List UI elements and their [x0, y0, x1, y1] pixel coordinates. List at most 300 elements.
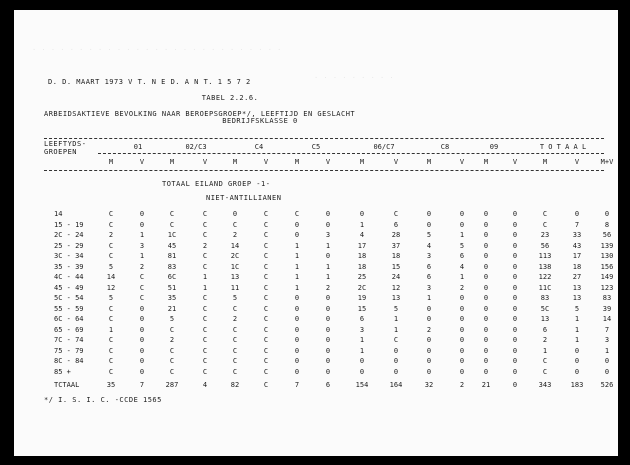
table-cell: 81: [167, 252, 177, 260]
table-cell: C: [232, 304, 238, 313]
bleed-through: . . . . . . . . . . . . . . . . . . . . . . . . . . .: [32, 44, 282, 52]
row-label: 14: [54, 210, 63, 218]
table-cell: 12: [106, 283, 116, 292]
table-cell: 0: [393, 346, 399, 355]
table-cell: 0: [512, 283, 518, 292]
table-cell: 1C: [167, 231, 177, 239]
table-cell: C: [108, 315, 114, 323]
table-cell: 18: [357, 262, 367, 271]
table-cell: 0: [604, 357, 610, 365]
table-cell: 17: [357, 241, 367, 250]
table-cell: 15: [357, 304, 367, 313]
table-cell: 14: [602, 315, 612, 323]
sex-header-cell: V: [393, 158, 399, 166]
table-cell: 51: [167, 283, 177, 292]
table-cell: 2: [202, 241, 208, 250]
table-cell: 0: [359, 367, 365, 376]
table-cell: 1: [294, 262, 300, 271]
table-cell: C: [232, 336, 238, 344]
table-cell: C: [169, 346, 175, 355]
table-cell: C: [232, 367, 238, 376]
table-cell: 1: [574, 315, 580, 323]
table-cell: 0: [459, 315, 465, 323]
table-cell: 13: [572, 283, 582, 292]
table-cell: 6C: [167, 273, 177, 281]
table-cell: 0: [426, 304, 432, 313]
table-cell: 1: [459, 231, 465, 239]
table-cell: 0: [512, 252, 518, 260]
table-cell: C: [202, 336, 208, 344]
table-row: [14, 357, 618, 366]
table-cell: 35: [106, 381, 116, 389]
age-column-header-2: GROEPEN: [44, 148, 78, 156]
table-cell: 1: [294, 273, 300, 281]
table-cell: 0: [512, 231, 518, 239]
row-label: 2C - 24: [54, 231, 84, 239]
table-cell: 1: [426, 294, 432, 302]
table-cell: C: [263, 262, 269, 271]
table-cell: 0: [139, 325, 145, 334]
table-cell: C: [232, 220, 238, 229]
table-cell: 7: [604, 325, 610, 334]
table-cell: 0: [483, 252, 489, 260]
table-cell: 4: [459, 262, 465, 271]
table-cell: 0: [393, 357, 399, 365]
row-label: 8C - 84: [54, 357, 84, 365]
table-cell: 5: [393, 304, 399, 313]
table-cell: 1: [359, 336, 365, 344]
table-cell: 0: [512, 220, 518, 229]
sex-header-cell: M: [232, 158, 238, 166]
table-cell: 56: [540, 241, 550, 250]
table-cell: C: [202, 231, 208, 239]
table-cell: 0: [294, 346, 300, 355]
document-ref-line: D. D. MAART 1973 V T. N E D. A N T. 1 5 7 2: [48, 78, 251, 86]
table-cell: C: [108, 304, 114, 313]
table-cell: 0: [325, 294, 331, 302]
table-cell: 0: [604, 367, 610, 376]
table-cell: 6: [359, 315, 365, 323]
group-header-cell: 09: [489, 143, 499, 151]
table-cell: 0: [325, 315, 331, 323]
table-cell: 0: [232, 210, 238, 218]
table-cell: 5: [459, 241, 465, 250]
table-cell: C: [202, 357, 208, 365]
table-cell: 1: [294, 252, 300, 260]
table-cell: C: [108, 357, 114, 365]
table-cell: 0: [294, 231, 300, 239]
table-row: [14, 221, 618, 230]
table-cell: C: [263, 336, 269, 344]
sex-header-cell: V: [574, 158, 580, 166]
table-row: [14, 231, 618, 240]
table-cell: 11C: [538, 283, 552, 292]
table-cell: C: [263, 367, 269, 376]
table-cell: 154: [355, 381, 369, 389]
section-total-label: TOTAAL EILAND GROEP -1-: [162, 180, 271, 188]
table-cell: 1: [325, 262, 331, 271]
table-cell: 39: [602, 304, 612, 313]
table-cell: 0: [512, 210, 518, 218]
sex-header-cell: V: [139, 158, 145, 166]
table-cell: 0: [512, 367, 518, 376]
table-cell: 14: [106, 273, 116, 281]
table-row: [14, 336, 618, 345]
table-cell: 6: [459, 252, 465, 260]
sex-header-cell: V: [263, 158, 269, 166]
table-cell: C: [263, 346, 269, 355]
table-cell: 21: [167, 304, 177, 313]
table-cell: 0: [139, 336, 145, 344]
row-label: 7C - 74: [54, 336, 84, 344]
row-label: 35 - 39: [54, 262, 84, 271]
table-cell: 0: [483, 241, 489, 250]
table-cell: 56: [602, 231, 612, 239]
table-cell: 1: [604, 346, 610, 355]
table-cell: 0: [294, 336, 300, 344]
row-label: 15 - 19: [54, 220, 84, 229]
table-cell: 0: [483, 357, 489, 365]
row-label: 45 - 49: [54, 283, 84, 292]
table-cell: 526: [600, 381, 614, 389]
table-cell: C: [202, 252, 208, 260]
table-cell: 0: [483, 346, 489, 355]
table-cell: C: [108, 367, 114, 376]
table-row: [14, 315, 618, 324]
sex-header-cell: M: [294, 158, 300, 166]
table-cell: 0: [483, 210, 489, 218]
table-cell: 0: [459, 220, 465, 229]
table-row: [14, 263, 618, 272]
table-cell: 2: [232, 315, 238, 323]
table-cell: 0: [426, 220, 432, 229]
table-cell: 12: [391, 283, 401, 292]
table-cell: 32: [424, 381, 434, 389]
table-cell: C: [169, 325, 175, 334]
sex-header-cell: V: [459, 158, 465, 166]
table-cell: 0: [604, 210, 610, 218]
scanned-page: [14, 10, 618, 456]
row-label: 4C - 44: [54, 273, 84, 281]
footnote: */ I. S. I. C. -CCDE 1565: [44, 396, 162, 404]
table-cell: 1: [359, 220, 365, 229]
table-cell: C: [263, 210, 269, 218]
table-cell: 3: [426, 252, 432, 260]
row-label: 5C - 54: [54, 294, 84, 302]
table-cell: 113: [538, 252, 552, 260]
table-cell: C: [139, 294, 145, 302]
table-cell: 2: [542, 336, 548, 344]
table-cell: 0: [574, 210, 580, 218]
table-cell: 0: [512, 294, 518, 302]
table-cell: 0: [294, 315, 300, 323]
sex-header-cell: M+V: [600, 158, 614, 166]
table-cell: 1: [574, 325, 580, 334]
table-cell: 0: [325, 357, 331, 365]
table-cell: 6: [542, 325, 548, 334]
table-cell: 1: [139, 252, 145, 260]
table-cell: C: [294, 210, 300, 218]
table-cell: 0: [512, 381, 518, 389]
table-cell: 8: [604, 220, 610, 229]
table-cell: 24: [391, 273, 401, 281]
table-cell: 123: [600, 283, 614, 292]
table-cell: C: [263, 273, 269, 281]
table-cell: 1: [393, 325, 399, 334]
table-cell: C: [202, 210, 208, 218]
table-cell: 0: [393, 367, 399, 376]
group-header-cell: 01: [133, 143, 143, 151]
sex-header-cell: M: [108, 158, 114, 166]
table-cell: 343: [538, 381, 552, 389]
table-cell: 25: [357, 273, 367, 281]
table-cell: 1: [202, 283, 208, 292]
table-cell: 1: [393, 315, 399, 323]
table-cell: C: [169, 357, 175, 365]
row-label: 25 - 29: [54, 241, 84, 250]
table-cell: C: [263, 357, 269, 365]
table-cell: C: [393, 336, 399, 344]
table-cell: 164: [389, 381, 403, 389]
table-cell: 13: [230, 273, 240, 281]
table-cell: 0: [139, 315, 145, 323]
table-cell: 1: [359, 346, 365, 355]
table-cell: C: [232, 325, 238, 334]
table-row: [14, 242, 618, 251]
table-cell: 3: [139, 241, 145, 250]
table-cell: 2C: [357, 283, 367, 292]
table-cell: C: [202, 262, 208, 271]
table-cell: 3: [359, 325, 365, 334]
table-cell: 0: [426, 367, 432, 376]
table-cell: 0: [139, 220, 145, 229]
table-cell: C: [202, 294, 208, 302]
table-cell: 1: [139, 231, 145, 239]
row-label: 55 - 59: [54, 304, 84, 313]
table-cell: C: [139, 273, 145, 281]
table-cell: 0: [139, 357, 145, 365]
table-cell: 37: [391, 241, 401, 250]
table-cell: 6: [426, 262, 432, 271]
table-row: [14, 326, 618, 335]
table-cell: C: [108, 252, 114, 260]
table-cell: C: [108, 346, 114, 355]
table-cell: C: [263, 315, 269, 323]
table-cell: 28: [391, 231, 401, 239]
table-cell: C: [202, 315, 208, 323]
table-cell: 0: [325, 252, 331, 260]
table-cell: 2: [139, 262, 145, 271]
table-cell: C: [263, 283, 269, 292]
table-cell: 17: [572, 252, 582, 260]
table-cell: 3: [325, 231, 331, 239]
table-cell: 5C: [540, 304, 550, 313]
row-label: 6C - 64: [54, 315, 84, 323]
table-cell: 1: [294, 241, 300, 250]
table-cell: 3: [426, 283, 432, 292]
table-cell: 6: [325, 381, 331, 389]
table-cell: 138: [538, 262, 552, 271]
header-rule-top: [44, 138, 604, 139]
table-cell: C: [542, 367, 548, 376]
table-cell: 0: [426, 315, 432, 323]
table-cell: C: [542, 210, 548, 218]
table-cell: 18: [391, 252, 401, 260]
table-cell: 15: [391, 262, 401, 271]
table-cell: 2: [459, 381, 465, 389]
table-cell: 6: [426, 273, 432, 281]
table-cell: C: [263, 294, 269, 302]
table-cell: 2: [426, 325, 432, 334]
table-cell: 21: [481, 381, 491, 389]
table-cell: 0: [139, 367, 145, 376]
row-label: 3C - 34: [54, 252, 84, 260]
table-cell: 0: [459, 210, 465, 218]
table-cell: C: [263, 220, 269, 229]
table-cell: 0: [459, 294, 465, 302]
table-cell: 156: [600, 262, 614, 271]
table-cell: 5: [108, 294, 114, 302]
table-cell: 0: [139, 304, 145, 313]
table-cell: 130: [600, 252, 614, 260]
table-cell: 0: [426, 210, 432, 218]
table-cell: 11: [230, 283, 240, 292]
table-row: [14, 368, 618, 377]
table-cell: 2: [108, 231, 114, 239]
table-cell: C: [108, 241, 114, 250]
table-cell: 2C: [230, 252, 240, 260]
table-cell: 0: [294, 367, 300, 376]
group-header-cell: C5: [311, 143, 321, 151]
table-cell: C: [202, 220, 208, 229]
table-cell: 139: [600, 241, 614, 250]
table-cell: 13: [572, 294, 582, 302]
table-cell: 1: [325, 273, 331, 281]
table-cell: 18: [572, 262, 582, 271]
sex-header-row: [14, 158, 618, 167]
table-cell: 149: [600, 273, 614, 281]
table-cell: 0: [574, 357, 580, 365]
table-cell: 6: [393, 220, 399, 229]
table-row: [14, 210, 618, 219]
row-label: 75 - 79: [54, 346, 84, 355]
table-cell: 23: [540, 231, 550, 239]
table-cell: 19: [357, 294, 367, 302]
table-title: ARBEIDSAKTIEVE BEVOLKING NAAR BEROEPSGROEP*/, LEEFTIJD EN GESLACHT: [44, 110, 356, 118]
table-cell: 82: [230, 381, 240, 389]
table-cell: 2: [325, 283, 331, 292]
row-label: 85 +: [54, 367, 71, 376]
table-cell: 1: [459, 273, 465, 281]
table-cell: C: [108, 220, 114, 229]
table-cell: 5: [574, 304, 580, 313]
table-cell: 0: [512, 273, 518, 281]
table-cell: 0: [512, 304, 518, 313]
table-cell: 5: [169, 315, 175, 323]
table-cell: C: [108, 336, 114, 344]
table-cell: C: [263, 252, 269, 260]
table-cell: 0: [459, 325, 465, 334]
table-cell: C: [232, 357, 238, 365]
table-cell: C: [542, 220, 548, 229]
table-cell: 0: [483, 283, 489, 292]
table-cell: 0: [459, 367, 465, 376]
table-cell: C: [542, 357, 548, 365]
sex-header-cell: V: [202, 158, 208, 166]
table-cell: 0: [359, 210, 365, 218]
sex-header-cell: V: [325, 158, 331, 166]
table-cell: 0: [483, 262, 489, 271]
table-cell: 0: [512, 241, 518, 250]
table-subtitle: BEDRIJFSKLASSE 0: [222, 117, 298, 125]
table-cell: 0: [139, 210, 145, 218]
table-cell: 0: [512, 336, 518, 344]
table-cell: 5: [108, 262, 114, 271]
sex-header-cell: M: [426, 158, 432, 166]
table-cell: 0: [325, 210, 331, 218]
table-cell: 7: [294, 381, 300, 389]
table-cell: 0: [426, 346, 432, 355]
table-cell: 2: [169, 336, 175, 344]
table-cell: 1: [108, 325, 114, 334]
table-cell: 14: [230, 241, 240, 250]
table-cell: 83: [540, 294, 550, 302]
table-cell: C: [202, 367, 208, 376]
occupation-group-header: [14, 143, 618, 152]
sex-header-cell: M: [483, 158, 489, 166]
table-cell: C: [263, 325, 269, 334]
table-row: [14, 273, 618, 282]
table-cell: 0: [325, 304, 331, 313]
table-cell: 7: [574, 220, 580, 229]
table-cell: 45: [167, 241, 177, 250]
table-cell: 0: [512, 346, 518, 355]
table-cell: 0: [139, 346, 145, 355]
table-cell: 18: [357, 252, 367, 260]
table-cell: 0: [294, 220, 300, 229]
table-cell: 3: [604, 336, 610, 344]
row-label: 65 - 69: [54, 325, 84, 334]
table-cell: C: [169, 210, 175, 218]
table-cell: 183: [570, 381, 584, 389]
table-cell: 1: [325, 241, 331, 250]
table-cell: C: [393, 210, 399, 218]
table-cell: 27: [572, 273, 582, 281]
table-cell: C: [232, 346, 238, 355]
table-cell: 0: [483, 231, 489, 239]
table-row: [14, 305, 618, 314]
table-cell: 13: [391, 294, 401, 302]
table-cell: 35: [167, 294, 177, 302]
table-cell: 0: [483, 315, 489, 323]
table-cell: 5: [426, 231, 432, 239]
table-cell: 13: [540, 315, 550, 323]
group-header-cell: 02/C3: [185, 143, 207, 151]
table-cell: C: [263, 241, 269, 250]
table-cell: 0: [325, 325, 331, 334]
table-cell: 0: [512, 325, 518, 334]
table-cell: 0: [512, 357, 518, 365]
table-cell: 1: [542, 346, 548, 355]
table-cell: 0: [426, 357, 432, 365]
table-row: [14, 347, 618, 356]
table-cell: 1: [574, 336, 580, 344]
table-cell: 1C: [230, 262, 240, 271]
group-header-cell: C8: [440, 143, 450, 151]
table-cell: 0: [483, 367, 489, 376]
table-row: [14, 294, 618, 303]
table-cell: 0: [483, 325, 489, 334]
